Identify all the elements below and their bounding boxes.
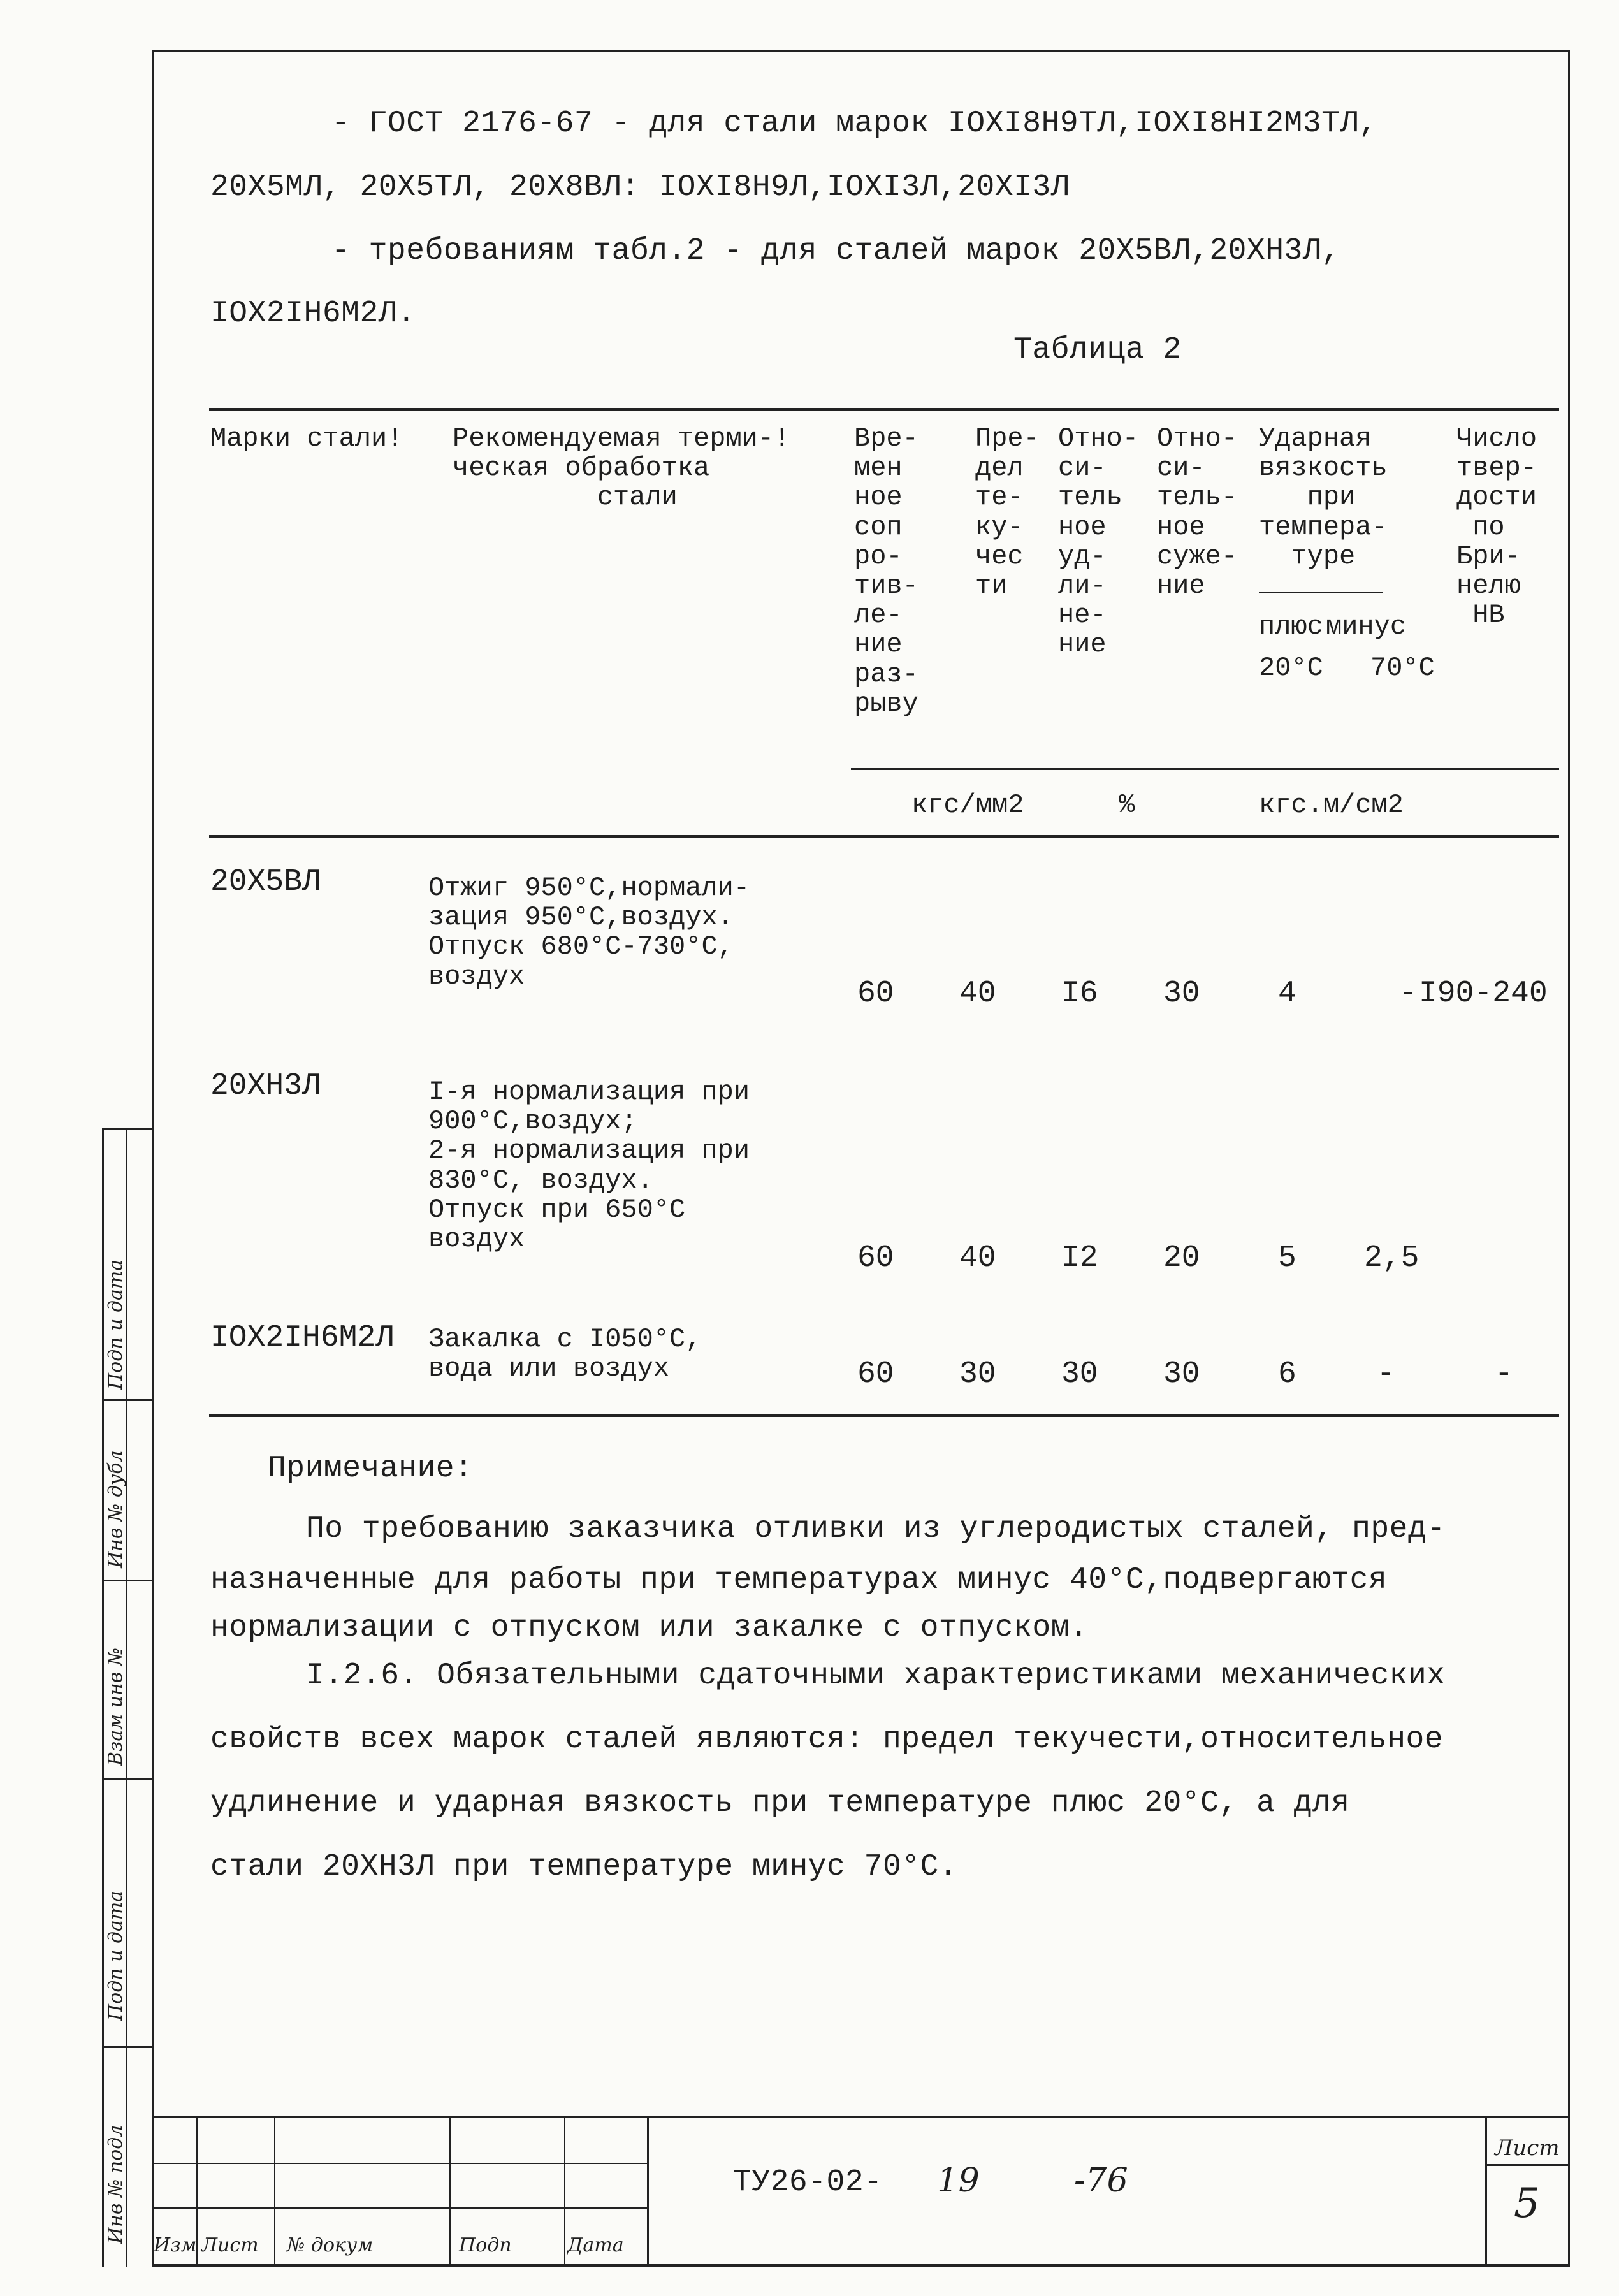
header-hardness: Число твер- дости по Бри- нелю HB <box>1456 423 1537 631</box>
table-rule-head <box>209 835 1559 838</box>
intro-line-1: - ГОСТ 2176-67 - для стали марок IОХI8Н9ТЛ,IОХI8НI2М3ТЛ, <box>331 106 1378 141</box>
stamp-label-change: Изм <box>154 2234 197 2256</box>
stamp-label-sign: Подп <box>459 2234 512 2256</box>
intro-line-2: 20Х5МЛ, 20Х5ТЛ, 20Х8ВЛ: IОХI8Н9Л,IОХI3Л,20ХI3Л <box>210 170 1070 205</box>
stamp-col-6 <box>1485 2116 1487 2265</box>
side-sep-3 <box>102 1580 153 1581</box>
row2-yield: 40 <box>959 1241 996 1275</box>
side-sep-5 <box>102 2046 153 2048</box>
side-field-vzam-inv: Взам инв № <box>105 1647 127 1766</box>
row2-tensile: 60 <box>857 1241 894 1275</box>
stamp-label-docnum: № докум <box>287 2234 374 2256</box>
row3-reduction: 30 <box>1163 1357 1200 1391</box>
side-sep-2 <box>102 1399 153 1401</box>
stamp-col-5 <box>647 2116 649 2265</box>
header-grade: Марки стали! <box>210 423 403 454</box>
row1-tensile: 60 <box>857 977 894 1011</box>
unit-strength: кгс/мм2 <box>911 790 1024 820</box>
note-line-1: По требованию заказчика отливки из углеродистых сталей, пред- <box>306 1512 1446 1546</box>
row1-elongation: I6 <box>1061 977 1098 1011</box>
unit-percent: % <box>1119 790 1135 820</box>
stamp-row-rule-1 <box>152 2163 649 2164</box>
row1-impact-minus: - <box>1399 977 1418 1011</box>
clause-line-3: удлинение и ударная вязкость при температуре плюс 20°С, а для <box>210 1786 1350 1820</box>
impact-subhead-rule <box>1259 592 1383 593</box>
side-sep-1 <box>102 1128 153 1130</box>
side-field-podp-data-1: Подп и дата <box>105 1890 127 2021</box>
row1-reduction: 30 <box>1163 977 1200 1011</box>
row3-hardness: - <box>1495 1357 1513 1391</box>
header-reduction: Отно- си- тель- ное суже- ние <box>1157 423 1238 601</box>
row1-impact-plus: 4 <box>1278 977 1296 1011</box>
header-impact: Ударная вязкость при темпера- туре <box>1259 423 1388 572</box>
header-impact-plus: плюс <box>1259 611 1323 642</box>
frame-left <box>152 50 154 2265</box>
table-caption: Таблица 2 <box>1013 333 1182 367</box>
header-treatment: Рекомендуемая терми-! ческая обработка стали <box>453 423 790 513</box>
row2-reduction: 20 <box>1163 1241 1200 1275</box>
note-line-2: назначенные для работы при температурах минус 40°С,подвергаются <box>210 1563 1388 1597</box>
row3-tensile: 60 <box>857 1357 894 1391</box>
row2-impact-plus: 5 <box>1278 1241 1296 1275</box>
header-yield: Пре- дел те- ку- чес ти <box>975 423 1040 601</box>
table-rule-units <box>851 768 1559 770</box>
clause-line-1: I.2.6. Обязательными сдаточными характеристиками механических <box>306 1659 1446 1693</box>
header-impact-plus-temp: 20°С <box>1259 653 1323 683</box>
doc-code-suffix: -76 <box>1074 2162 1129 2200</box>
stamp-col-2 <box>274 2116 275 2265</box>
row2-impact-minus: 2,5 <box>1364 1241 1419 1275</box>
unit-impact: кгс.м/см2 <box>1259 790 1404 820</box>
sheet-number: 5 <box>1514 2180 1541 2227</box>
row2-treatment: I-я нормализация при 900°С,воздух; 2-я нормализация при 830°С, воздух. Отпуск при 650°С воздух <box>428 1077 750 1254</box>
row3-treatment: Закалка с I050°С, вода или воздух <box>428 1324 702 1384</box>
frame-bottom <box>152 2264 1570 2267</box>
doc-code-prefix: ТУ26-02- <box>733 2165 883 2200</box>
stamp-label-date: Дата <box>567 2234 624 2256</box>
stamp-top-rule <box>152 2116 1568 2118</box>
stamp-col-4 <box>564 2116 565 2265</box>
frame-right <box>1568 50 1570 2265</box>
note-line-3: нормализации с отпуском или закалке с отпуском. <box>210 1611 1089 1645</box>
clause-line-4: стали 20ХН3Л при температуре минус 70°С. <box>210 1850 958 1884</box>
row2-elongation: I2 <box>1061 1241 1098 1275</box>
row3-impact-minus: - <box>1377 1357 1395 1391</box>
row3-elongation: 30 <box>1061 1357 1098 1391</box>
table-rule-top <box>209 408 1559 411</box>
side-sep-4 <box>102 1778 153 1780</box>
header-impact-minus: минус <box>1326 611 1407 642</box>
header-tensile: Вре- мен ное соп ро- тив- ле- ние раз- рыву <box>854 423 918 719</box>
header-elongation: Отно- си- тель ное уд- ли- не- ние <box>1058 423 1139 660</box>
stamp-sheet-rule <box>1485 2164 1568 2166</box>
row1-yield: 40 <box>959 977 996 1011</box>
header-impact-minus-temp: 70°С <box>1370 653 1435 683</box>
stamp-col-3 <box>449 2116 451 2265</box>
row3-grade: IОХ2IН6М2Л <box>210 1321 395 1355</box>
row2-grade: 20ХН3Л <box>210 1069 321 1103</box>
side-field-inv-podl: Инв № подл <box>105 2125 127 2244</box>
side-field-inv-dubl: Инв № дубл <box>105 1450 127 1568</box>
table-rule-bottom <box>209 1414 1559 1417</box>
note-title: Примечание: <box>268 1451 474 1486</box>
row1-grade: 20Х5ВЛ <box>210 865 321 899</box>
row3-yield: 30 <box>959 1357 996 1391</box>
side-strip-left <box>102 1128 104 2267</box>
row1-hardness: I90-240 <box>1419 977 1548 1011</box>
stamp-label-sheet: Лист <box>201 2234 259 2256</box>
row1-treatment: Отжиг 950°С,нормали- зация 950°С,воздух. Отпуск 680°С-730°С, воздух <box>428 873 750 992</box>
intro-line-4: IОХ2IН6М2Л. <box>210 296 416 331</box>
side-field-podp-data-2: Подп и дата <box>105 1259 127 1390</box>
intro-line-3: - требованиям табл.2 - для сталей марок 20Х5ВЛ,20ХН3Л, <box>331 234 1340 268</box>
row3-impact-plus: 6 <box>1278 1357 1296 1391</box>
doc-code-number: 19 <box>937 2162 980 2200</box>
frame-top <box>152 50 1570 52</box>
clause-line-2: свойств всех марок сталей являются: предел текучести,относительное <box>210 1722 1444 1757</box>
stamp-row-rule-2 <box>152 2207 649 2209</box>
sheet-label: Лист <box>1495 2135 1560 2161</box>
